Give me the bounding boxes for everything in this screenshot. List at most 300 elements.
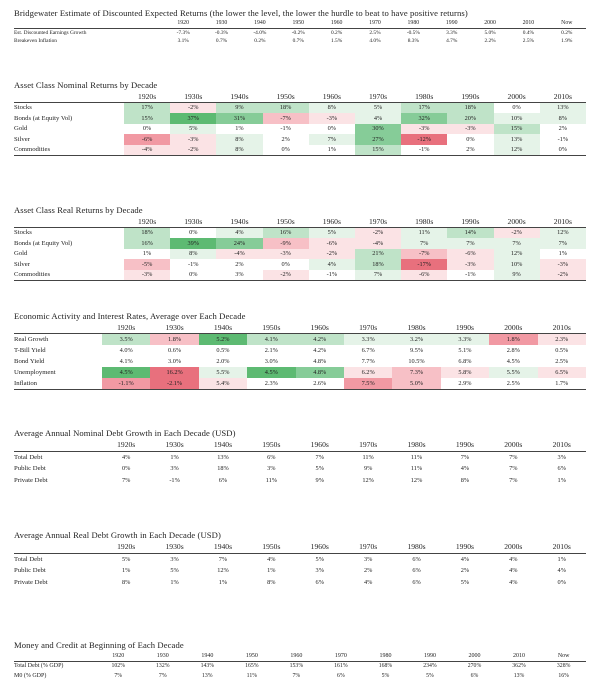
- column-header: 1930: [141, 651, 186, 661]
- table-cell: 17%: [401, 102, 447, 113]
- column-header: 1960: [274, 651, 319, 661]
- table-cell: 2%: [363, 567, 373, 575]
- table-cell: 102%: [111, 663, 126, 670]
- table-row: [14, 334, 586, 346]
- table-cell: 6.7%: [361, 347, 375, 354]
- column-header: 1980s: [401, 216, 447, 227]
- table-row: [14, 102, 586, 113]
- table-cell: 1.9%: [561, 38, 573, 45]
- table-cell: 2%: [281, 135, 290, 143]
- table-cell: 2%: [558, 125, 568, 133]
- table-cell: -2%: [170, 145, 216, 156]
- table-cell: 7%: [447, 238, 493, 249]
- table-cell: 4%: [509, 578, 518, 586]
- data-table: [14, 91, 586, 156]
- table-cell: -2%: [170, 102, 216, 113]
- row-label: T-Bill Yield: [14, 347, 46, 354]
- table-cell: -2%: [355, 227, 401, 238]
- table-cell: 7%: [540, 238, 586, 249]
- table-cell: 328%: [556, 663, 571, 670]
- table-cell: 0%: [512, 104, 521, 112]
- table-cell: -3%: [124, 270, 170, 281]
- table-cell: 0%: [142, 125, 152, 133]
- table-cell: 1%: [142, 250, 152, 258]
- row-label: Real Growth: [14, 336, 49, 343]
- table-row: [14, 249, 586, 260]
- column-header: 2010s: [538, 322, 586, 334]
- table-cell: -1%: [169, 476, 180, 484]
- table-cell: 3%: [267, 465, 276, 473]
- column-header: 1930s: [150, 541, 198, 553]
- data-table: [14, 19, 586, 46]
- column-header: 1980: [363, 651, 408, 661]
- column-header: 2000s: [489, 541, 537, 553]
- table-cell: 16%: [558, 672, 569, 679]
- table-cell: 7%: [494, 238, 540, 249]
- table-cell: -4%: [124, 145, 170, 156]
- table-cell: 12%: [494, 145, 540, 156]
- column-header: 2000s: [489, 322, 537, 334]
- table-cell: 2.3%: [538, 334, 586, 346]
- table-cell: 7%: [121, 476, 131, 484]
- table-cell: -6%: [401, 270, 447, 281]
- column-header: 2010: [497, 651, 542, 661]
- table-cell: -3%: [447, 124, 493, 135]
- table-cell: 4%: [460, 555, 470, 563]
- table-cell: 6%: [412, 555, 421, 563]
- table-cell: -1%: [280, 125, 291, 133]
- table-cell: 3.2%: [392, 334, 440, 346]
- table-cell: -1.1%: [102, 378, 150, 390]
- table-cell: 0%: [121, 465, 131, 473]
- table-cell: 13%: [494, 134, 540, 145]
- column-header: 2010s: [538, 541, 586, 553]
- table-cell: 11%: [401, 227, 447, 238]
- column-header: 1960s: [296, 439, 344, 451]
- table-cell: -9%: [263, 238, 309, 249]
- column-header: 1960: [317, 19, 355, 28]
- row-label: Gold: [14, 250, 28, 258]
- table-cell: 8%: [216, 145, 262, 156]
- table-cell: 5.5%: [199, 367, 247, 378]
- table-cell: 4%: [267, 555, 276, 563]
- table-cell: 2.5%: [369, 29, 381, 36]
- table-row: [14, 259, 586, 270]
- table-cell: 17%: [124, 102, 170, 113]
- column-header: 1920: [164, 19, 202, 28]
- column-header: 1940s: [216, 216, 262, 227]
- section-title: Asset Class Nominal Returns by Decade: [14, 80, 158, 90]
- table-cell: 270%: [467, 663, 482, 670]
- table-cell: 4.7%: [446, 38, 458, 45]
- table-cell: 2%: [235, 260, 244, 268]
- table-cell: -0.3%: [215, 29, 229, 36]
- column-header: 1920: [96, 651, 141, 661]
- table-cell: 0.2%: [331, 29, 343, 36]
- column-header: 1990: [408, 651, 453, 661]
- table-cell: 10.5%: [408, 358, 425, 365]
- column-header: 1940s: [199, 439, 247, 451]
- table-cell: 132%: [156, 663, 170, 670]
- table-row: [14, 451, 586, 463]
- table-cell: 11%: [410, 465, 423, 473]
- column-header: 1960s: [296, 322, 344, 334]
- column-header: Now: [548, 19, 586, 28]
- table-cell: 2.9%: [458, 380, 472, 387]
- table-cell: 6%: [557, 465, 566, 473]
- table-cell: 5.4%: [199, 378, 247, 390]
- table-cell: 27%: [355, 134, 401, 145]
- column-header: 1990: [433, 19, 471, 28]
- table-cell: 9%: [315, 476, 324, 484]
- table-cell: 20%: [447, 113, 493, 124]
- table-cell: -1%: [418, 146, 430, 154]
- table-cell: 30%: [355, 124, 401, 135]
- table-cell: -0.5%: [406, 29, 420, 36]
- table-cell: 4.5%: [247, 367, 295, 378]
- column-header: 1990s: [441, 322, 489, 334]
- table-cell: 0.5%: [216, 347, 230, 354]
- table-cell: 1%: [267, 567, 276, 575]
- table-cell: 0%: [466, 135, 475, 143]
- column-header: 1950: [279, 19, 317, 28]
- row-label: Private Debt: [14, 476, 48, 484]
- table-cell: -6%: [124, 134, 170, 145]
- table-cell: 1%: [558, 250, 568, 258]
- column-header: 1970s: [344, 541, 392, 553]
- column-header: 2010s: [538, 439, 586, 451]
- table-cell: 4%: [557, 567, 566, 575]
- table-cell: -3%: [447, 259, 493, 270]
- row-label: Breakeven Inflation: [14, 38, 57, 45]
- table-cell: -7%: [401, 249, 447, 260]
- table-cell: 0%: [557, 578, 566, 586]
- section-4: [14, 311, 586, 390]
- table-cell: 5%: [170, 124, 216, 135]
- table-cell: 8%: [267, 578, 276, 586]
- table-cell: 2.3%: [264, 380, 278, 387]
- table-cell: 4.0%: [119, 347, 133, 354]
- table-cell: 5%: [309, 227, 355, 238]
- table-cell: 5%: [170, 567, 179, 575]
- table-cell: -4.0%: [253, 29, 267, 36]
- table-cell: 0.2%: [561, 29, 573, 36]
- table-cell: 1%: [327, 146, 337, 154]
- table-cell: 16%: [124, 238, 170, 249]
- table-cell: 3.0%: [168, 358, 182, 365]
- column-header: 1920s: [124, 216, 170, 227]
- section-title: Asset Class Real Returns by Decade: [14, 205, 143, 215]
- column-header: 1970: [319, 651, 364, 661]
- column-header: 1980s: [392, 439, 440, 451]
- column-header: 1960s: [309, 91, 355, 102]
- table-cell: 1.7%: [555, 380, 569, 387]
- table-cell: 0.6%: [168, 347, 182, 354]
- table-cell: 9.5%: [409, 347, 424, 354]
- table-cell: -7.3%: [176, 29, 190, 36]
- column-header: 1920s: [124, 91, 170, 102]
- table-cell: 4%: [509, 555, 518, 563]
- column-header: 1940s: [216, 91, 262, 102]
- table-cell: 12%: [494, 249, 540, 260]
- column-header: 1920s: [102, 439, 150, 451]
- header-spacer: [14, 541, 102, 553]
- table-row: [14, 124, 586, 135]
- column-header: 1950s: [263, 216, 309, 227]
- table-cell: 7%: [509, 476, 518, 484]
- column-header: 1920s: [102, 322, 150, 334]
- section-title: Money and Credit at Beginning of Each Decade: [14, 640, 184, 650]
- column-header: 1990s: [441, 541, 489, 553]
- section-7: [14, 640, 586, 681]
- column-header: 2000s: [494, 216, 540, 227]
- table-cell: 7%: [218, 555, 228, 563]
- table-cell: 0.2%: [254, 38, 266, 45]
- table-cell: 8%: [309, 102, 355, 113]
- table-cell: 7%: [158, 672, 167, 679]
- table-cell: 5%: [460, 578, 470, 586]
- row-label: Public Debt: [14, 465, 46, 473]
- section-title: Average Annual Nominal Debt Growth in Each Decade (USD): [14, 428, 236, 438]
- column-header: 1930s: [170, 91, 216, 102]
- table-cell: 2.8%: [506, 347, 520, 354]
- row-label: Est. Discounted Earnings Growth: [14, 29, 87, 36]
- table-row: [14, 463, 586, 475]
- column-header: Now: [541, 651, 586, 661]
- row-label: Total Debt: [14, 555, 43, 563]
- table-cell: 1%: [121, 567, 131, 575]
- table-cell: 3%: [235, 271, 244, 279]
- header-spacer: [14, 439, 102, 451]
- table-cell: 0%: [189, 271, 198, 279]
- table-cell: -1%: [557, 135, 569, 143]
- table-row: [14, 577, 586, 589]
- table-cell: 8.3%: [407, 38, 419, 45]
- table-cell: -3%: [263, 249, 309, 260]
- table-cell: 15%: [494, 124, 540, 135]
- table-cell: 31%: [216, 113, 262, 124]
- header-spacer: [14, 19, 164, 28]
- table-cell: 7%: [114, 672, 123, 679]
- table-cell: 12%: [540, 227, 586, 238]
- table-cell: 161%: [334, 663, 348, 670]
- table-cell: 153%: [289, 663, 304, 670]
- table-cell: 2.2%: [484, 38, 496, 45]
- table-cell: 4.1%: [119, 358, 133, 365]
- table-cell: 7%: [355, 270, 401, 281]
- table-row: [14, 134, 586, 145]
- table-cell: 3%: [363, 555, 373, 563]
- table-cell: 7.5%: [344, 378, 392, 390]
- table-cell: 2.0%: [216, 358, 230, 365]
- table-cell: 3.1%: [177, 38, 189, 45]
- table-cell: 0%: [189, 229, 198, 237]
- section-3: [14, 205, 586, 281]
- table-row: [14, 37, 586, 46]
- data-table: [14, 439, 586, 486]
- section-5: [14, 428, 586, 486]
- column-header: 1930s: [170, 216, 216, 227]
- table-cell: 15%: [124, 113, 170, 124]
- column-header: 1960s: [309, 216, 355, 227]
- table-cell: 18%: [124, 227, 170, 238]
- table-cell: 0%: [281, 260, 290, 268]
- table-cell: -1%: [465, 271, 476, 279]
- table-cell: 168%: [378, 663, 393, 670]
- table-cell: 3.3%: [344, 334, 392, 346]
- table-cell: 7%: [292, 672, 301, 679]
- table-cell: 2.5%: [506, 380, 520, 387]
- table-cell: 234%: [423, 663, 437, 670]
- table-cell: 9%: [494, 270, 540, 281]
- table-row: [14, 661, 586, 671]
- table-cell: 7%: [460, 453, 470, 461]
- table-cell: 3.3%: [446, 29, 458, 36]
- row-label: Silver: [14, 260, 30, 268]
- table-cell: 5%: [315, 465, 324, 473]
- table-cell: 2.5%: [555, 358, 569, 365]
- table-cell: -0.2%: [291, 29, 305, 36]
- table-cell: -4%: [355, 238, 401, 249]
- table-cell: 3%: [315, 567, 324, 575]
- column-header: 1990s: [447, 216, 493, 227]
- table-cell: 3%: [557, 453, 566, 461]
- row-label: Total Debt (% GDP): [14, 663, 64, 670]
- row-label: Commodities: [14, 146, 51, 154]
- row-label: Stocks: [14, 229, 32, 237]
- table-row: [14, 367, 586, 378]
- table-cell: 4%: [216, 227, 262, 238]
- column-header: 1980s: [392, 322, 440, 334]
- table-cell: 2%: [466, 146, 475, 154]
- table-cell: 14%: [447, 227, 493, 238]
- table-cell: 6.2%: [344, 367, 392, 378]
- table-cell: 37%: [170, 113, 216, 124]
- column-header: 1950: [230, 651, 275, 661]
- table-cell: 1.8%: [150, 334, 198, 346]
- column-header: 1970s: [344, 322, 392, 334]
- table-cell: 8%: [460, 476, 470, 484]
- table-row: [14, 553, 586, 565]
- table-cell: 11%: [410, 453, 423, 461]
- column-header: 1930s: [150, 322, 198, 334]
- table-cell: -1%: [326, 271, 338, 279]
- table-row: [14, 565, 586, 577]
- row-label: Bonds (at Equity Vol): [14, 114, 73, 122]
- table-cell: 0.7%: [292, 38, 304, 45]
- header-spacer: [14, 322, 102, 334]
- table-cell: 1%: [170, 453, 179, 461]
- table-cell: 4.8%: [313, 358, 327, 365]
- section-title: Bridgewater Estimate of Discounted Expected Returns (the lower the level, the lower the hurdle to beat to have positive returns): [14, 8, 468, 18]
- table-cell: 5.0%: [392, 378, 440, 390]
- row-label: Stocks: [14, 104, 32, 112]
- table-cell: 6%: [315, 578, 324, 586]
- table-cell: -2%: [540, 270, 586, 281]
- column-header: 1950s: [247, 322, 295, 334]
- table-row: [14, 378, 586, 390]
- table-cell: -6%: [447, 249, 493, 260]
- table-cell: 10%: [494, 113, 540, 124]
- table-cell: 6%: [470, 672, 479, 679]
- column-header: 2000: [452, 651, 497, 661]
- table-cell: 4.5%: [102, 367, 150, 378]
- header-spacer: [14, 91, 124, 102]
- table-cell: 5.2%: [199, 334, 247, 346]
- table-cell: 4%: [509, 567, 518, 575]
- table-cell: 3.3%: [441, 334, 489, 346]
- table-cell: 1%: [557, 476, 566, 484]
- table-cell: 0.7%: [215, 38, 228, 45]
- column-header: 1970s: [355, 91, 401, 102]
- table-cell: 165%: [245, 663, 259, 670]
- table-cell: 24%: [216, 238, 262, 249]
- table-cell: 16.2%: [150, 367, 198, 378]
- row-label: Inflation: [14, 380, 38, 387]
- table-cell: 4.0%: [369, 38, 381, 45]
- table-cell: 143%: [200, 663, 215, 670]
- table-cell: 0%: [558, 146, 568, 154]
- table-cell: 4.2%: [296, 334, 344, 346]
- row-label: Total Debt: [14, 453, 43, 461]
- table-cell: -3%: [309, 113, 355, 124]
- column-header: 2010s: [540, 91, 586, 102]
- table-cell: 6%: [412, 567, 421, 575]
- table-cell: 1%: [235, 125, 244, 133]
- table-cell: 5.0%: [484, 29, 496, 36]
- column-header: 2010s: [540, 216, 586, 227]
- table-cell: 12%: [410, 476, 423, 484]
- column-header: 1980s: [401, 91, 447, 102]
- table-cell: 18%: [355, 259, 401, 270]
- table-row: [14, 270, 586, 281]
- table-cell: 3%: [170, 555, 179, 563]
- table-row: [14, 145, 586, 156]
- table-cell: 4.5%: [506, 358, 520, 365]
- data-table: [14, 322, 586, 390]
- table-cell: -17%: [401, 259, 447, 270]
- row-label: Public Debt: [14, 567, 46, 575]
- column-header: 1970: [356, 19, 394, 28]
- table-cell: 39%: [170, 238, 216, 249]
- table-row: [14, 238, 586, 249]
- column-header: 1990s: [441, 439, 489, 451]
- column-header: 1930s: [150, 439, 198, 451]
- table-cell: 7%: [315, 453, 324, 461]
- table-cell: 13%: [513, 672, 525, 679]
- table-cell: 8%: [121, 578, 131, 586]
- table-row: [14, 671, 586, 681]
- table-cell: 9%: [216, 102, 262, 113]
- table-cell: -2%: [494, 227, 540, 238]
- table-cell: 12%: [362, 476, 374, 484]
- table-cell: 5%: [381, 672, 390, 679]
- column-header: 1970s: [355, 216, 401, 227]
- row-label: Commodities: [14, 271, 51, 279]
- table-cell: 0.5%: [555, 347, 569, 354]
- table-cell: 8%: [540, 113, 586, 124]
- table-cell: 13%: [217, 453, 229, 461]
- table-cell: 4.8%: [296, 367, 344, 378]
- table-cell: 5.1%: [458, 347, 472, 354]
- table-cell: 13%: [540, 102, 586, 113]
- table-cell: 6%: [337, 672, 345, 679]
- column-header: 2010: [509, 19, 547, 28]
- table-cell: -3%: [401, 124, 447, 135]
- table-cell: 5%: [315, 555, 324, 563]
- table-cell: 5.5%: [489, 367, 537, 378]
- column-header: 1980: [394, 19, 432, 28]
